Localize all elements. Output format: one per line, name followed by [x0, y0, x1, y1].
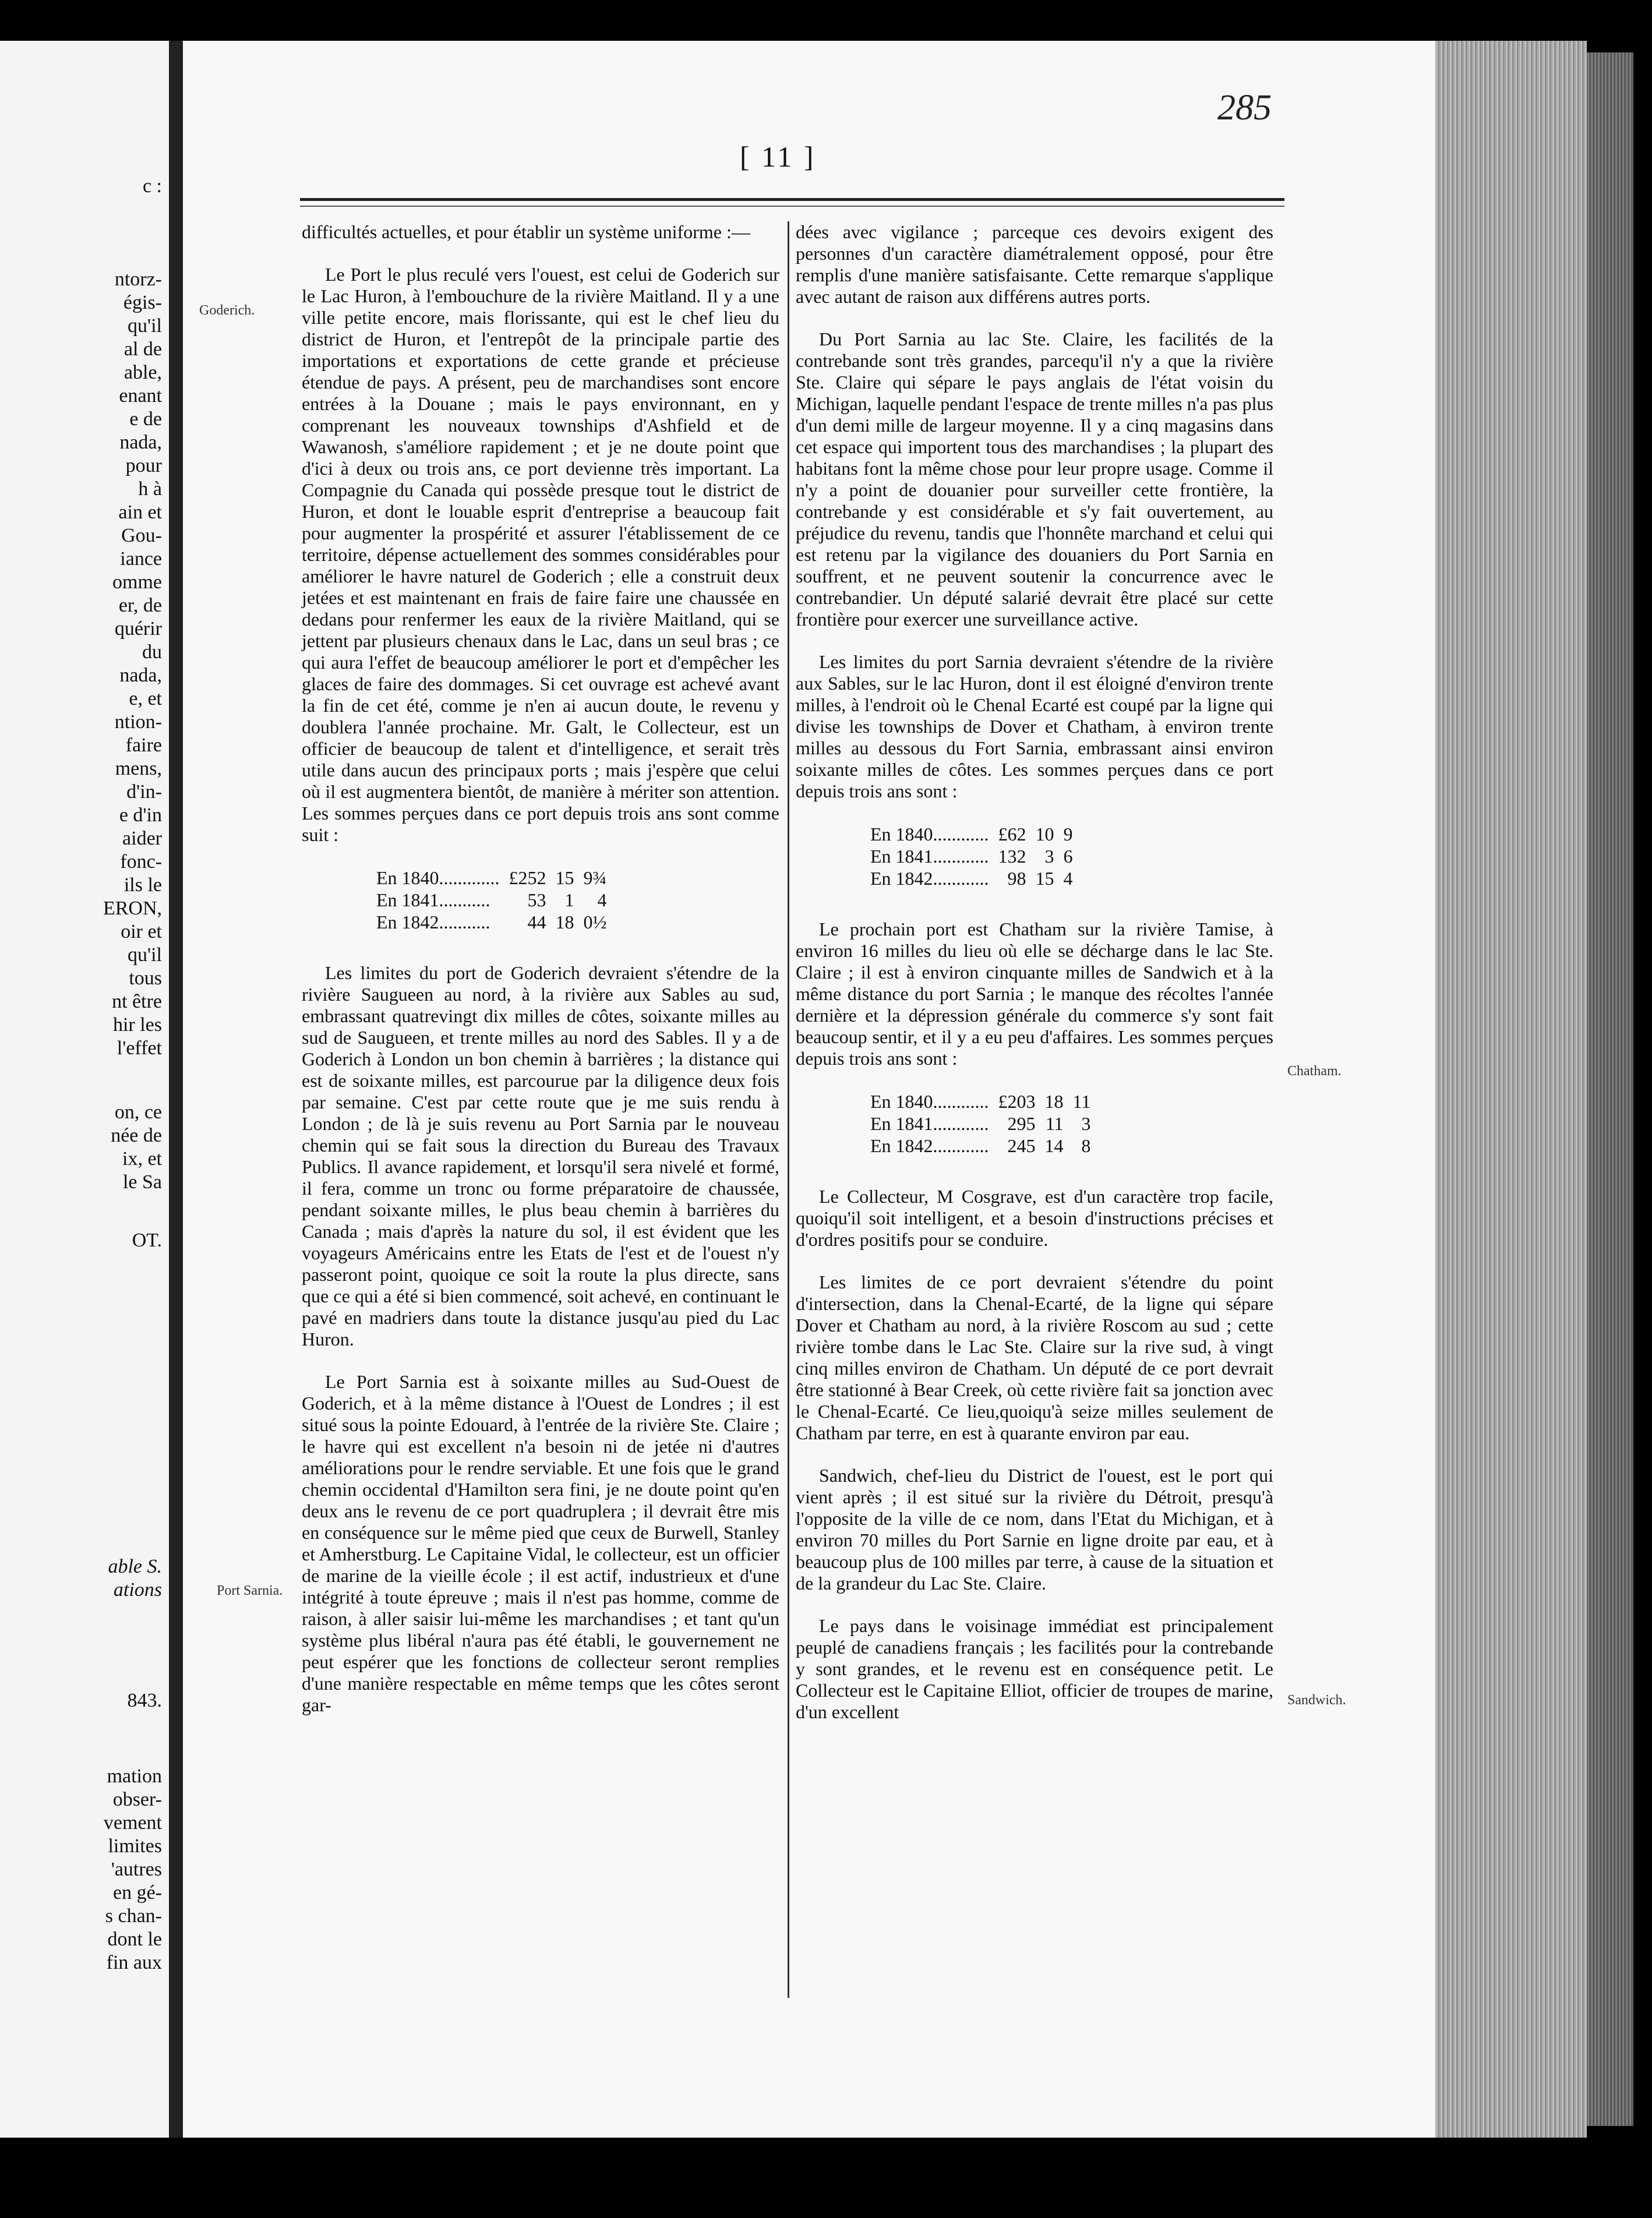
previous-page-line: d'in- [126, 781, 162, 803]
previous-page-line: dont le [107, 1929, 162, 1950]
table-row [372, 911, 612, 933]
margin-note-goderich: Goderich. [199, 303, 255, 318]
pence-cell: 9 [1063, 824, 1073, 845]
shillings-cell: 18 [555, 912, 574, 933]
shillings-cell: 15 [1035, 868, 1054, 889]
previous-page-line: er, de [118, 595, 162, 616]
pounds-cell: 245 [1007, 1135, 1036, 1156]
previous-page-line: omme [112, 571, 162, 593]
previous-page-line: limites [108, 1835, 162, 1857]
previous-page-line: e, et [129, 688, 162, 709]
margin-note-port-sarnia: Port Sarnia. [217, 1583, 283, 1598]
pence-cell: 9¾ [583, 867, 607, 888]
previous-page-line: OT. [132, 1230, 162, 1251]
left-column [302, 221, 779, 1737]
table-row [866, 1135, 1095, 1157]
year-cell: En 1842........... [376, 912, 490, 933]
year-cell: En 1840............. [376, 867, 500, 888]
previous-page-line: égis- [123, 292, 162, 313]
pence-cell: 3 [1081, 1113, 1091, 1134]
year-cell: En 1841........... [376, 889, 490, 910]
sums-table-sarnia [866, 823, 1078, 889]
previous-page-line: nada, [119, 665, 162, 686]
previous-page-line: ations [113, 1579, 162, 1601]
year-cell: En 1841............ [870, 1113, 989, 1134]
previous-page-line: hir les [112, 1014, 162, 1036]
previous-page-line: obser- [112, 1789, 162, 1810]
paragraph-sandwich: Sandwich, chef-lieu du District de l'ouest, est le port qui vient après ; il est situé sur la rivière du Détroit, presqu'à l'opposite de la ville de ce nom, dans l'Etat du Michigan, et à environ 70 milles du Port Sarnie en ligne droite par eau, et à beaucoup plus de 100 milles par terre, à cause de la situation et de la grandeur du Lac Ste. Claire. [796, 1465, 1273, 1594]
table-row [866, 867, 1078, 889]
year-cell: En 1841............ [870, 846, 989, 867]
previous-page-line: qu'il [127, 315, 162, 337]
paragraph: dées avec vigilance ; parceque ces devoirs exigent des personnes d'un caractère diamétralement opposé, pour être remplis d'une manière satisfaisante. Cette remarque s'applique avec autant de raison aux différens autres ports. [796, 221, 1273, 307]
table-row [372, 867, 612, 889]
previous-page-line: tous [129, 967, 162, 989]
shillings-cell: 15 [555, 867, 574, 888]
year-cell: En 1840............ [870, 1091, 989, 1112]
cover-edge [1587, 52, 1633, 2126]
pence-cell: 4 [597, 889, 607, 910]
previous-page-line: e de [129, 408, 162, 430]
previous-page-line: ntorz- [114, 269, 162, 290]
previous-page-line: e d'in [119, 804, 162, 826]
pounds-cell: £203 [998, 1091, 1036, 1112]
previous-page-line: c : [142, 175, 162, 197]
right-column [796, 221, 1273, 1744]
previous-page-line: ils le [123, 874, 162, 896]
table-row [866, 845, 1078, 867]
column-divider [788, 221, 789, 1998]
previous-page-line: du [142, 641, 162, 663]
pence-cell: 6 [1063, 846, 1073, 867]
pounds-cell: 44 [527, 912, 546, 933]
pounds-cell: 98 [1007, 868, 1026, 889]
previous-page-edge [0, 41, 169, 2138]
pounds-cell: 295 [1007, 1113, 1036, 1134]
previous-page-line: able S. [108, 1556, 162, 1577]
paragraph-chatham: Le prochain port est Chatham sur la rivière Tamise, à environ 16 milles du lieu où elle se décharge dans le lac Ste. Claire ; il est à environ cinquante milles de Sandwich et à la même distance du port Sarnia ; le manque des récoltes l'année dernière et la dépression générale du commerce s'y sont fait beaucoup sentir, et il y a eu peu d'affaires. Les sommes perçues depuis trois ans sont : [796, 919, 1273, 1069]
previous-page-line: ix, et [122, 1148, 162, 1170]
shillings-cell: 10 [1035, 824, 1054, 845]
previous-page-line: née de [111, 1125, 162, 1146]
book-gutter [169, 41, 183, 2138]
margin-note-sandwich: Sandwich. [1287, 1693, 1346, 1708]
previous-page-line: 843. [127, 1690, 162, 1711]
sums-table-chatham [866, 1090, 1095, 1157]
page-block-edges [1435, 41, 1587, 2138]
previous-page-line: aider [122, 828, 162, 849]
paragraph-smuggling: Du Port Sarnia au lac Ste. Claire, les facilités de la contrebande sont très grandes, parcequ'il n'y a que la rivière Ste. Claire qui sépare le pays anglais de l'état voisin du Michigan, laquelle pendant l'espace de trente milles n'a pas plus d'un demi mille de largeur moyenne. Il y a cinq magasins dans cet espace qui importent tous des marchandises ; la plupart des habitans font la même chose pour leur propre usage. Comme il n'y a point de douanier pour surveiller cette frontière, la contrebande y est considérable et s'y fait ouvertement, au préjudice du revenu, tandis que l'honnête marchand et celui qui est retenu par la vigilance des douaniers du Port Sarnia en souffrent, et ne peuvent soutenir la concurrence avec le contrebandier. Un député salarié devrait être placé sur cette frontière pour exercer une surveillance active. [796, 329, 1273, 630]
previous-page-line: qu'il [127, 944, 162, 966]
table-row [866, 1090, 1095, 1112]
shillings-cell: 3 [1044, 846, 1054, 867]
previous-page-line: Gou- [121, 525, 162, 546]
table-row [866, 823, 1078, 845]
paragraph-goderich-limits: Les limites du port de Goderich devraient s'étendre de la rivière Saugueen au nord, à la rivière aux Sables au sud, embrassant quatrevingt dix milles de côtes, soixante milles au sud de Saugueen, et trente milles au nord des Sables. Il y a de Goderich à London un bon chemin à barrières ; la distance qui est de soixante milles, est parcourue par la diligence deux fois par semaine. C'est par cette route que je me suis rendu à London ; de là je suis revenu au Port Sarnia par le nouveau chemin qui se fait sous la direction du Bureau des Travaux Publics. Il avance rapidement, et lorsqu'il sera nivelé et formé, il fera, comme un tronc ou forme préparatoire de chaussée, pendant soixante milles, le plus beau chemin à barrières du Canada ; mais d'après la nature du sol, il est évident que les voyageurs Américains entre les Etats de l'est et de l'ouest n'y passeront point, quoique ce soit la route la plus directe, sans que ce qui a été si bien commencé, soit achevé, en continuant le pavé en madriers dans toute la distance jusqu'au pied du Lac Huron. [302, 962, 779, 1350]
pounds-cell: £62 [998, 824, 1026, 845]
previous-page-line: s chan- [105, 1905, 162, 1927]
previous-page-line: le Sa [122, 1171, 162, 1193]
paragraph-sandwich-collector: Le pays dans le voisinage immédiat est principalement peuplé de canadiens français ; les facilités pour la contrebande y sont grandes, et le revenu est en conséquence petit. Le Collecteur est le Capitaine Elliot, officier de troupes de marine, d'un excellent [796, 1615, 1273, 1722]
shillings-cell: 14 [1044, 1135, 1064, 1156]
previous-page-line: mation [107, 1765, 162, 1787]
previous-page-line: iance [120, 548, 162, 570]
paragraph-chatham-limits: Les limites de ce port devraient s'étendre du point d'intersection, dans la Chenal-Ecarté, de la ligne qui sépare Dover et Chatham au nord, à la rivière Roscom au sud ; cette rivière tombe dans le Lac Ste. Claire sur la rive sud, à vingt cinq milles environ de Chatham. Un député de ce port devrait être stationné à Bear Creek, où cette rivière fait sa jonction avec le Chenal-Ecarté. Ce lieu,quoiqu'à seize milles seulement de Chatham par terre, en est à quarante environ par eau. [796, 1272, 1273, 1443]
previous-page-line: vement [103, 1812, 162, 1834]
pounds-cell: 53 [527, 889, 546, 910]
previous-page-line: enant [119, 385, 162, 407]
previous-page-line: on, ce [114, 1101, 162, 1123]
previous-page-line: able, [123, 362, 162, 383]
previous-page-line: ain et [118, 501, 162, 523]
previous-page-line: ntion- [114, 711, 162, 733]
shillings-cell: 1 [564, 889, 574, 910]
previous-page-line: en gé- [112, 1882, 162, 1903]
table-row [372, 889, 612, 911]
previous-page-line: fin aux [106, 1952, 162, 1973]
pence-cell: 0½ [583, 912, 607, 933]
previous-page-line: oir et [121, 921, 162, 942]
previous-page-line: quérir [114, 618, 162, 640]
margin-note-chatham: Chatham. [1287, 1064, 1342, 1079]
pence-cell: 8 [1081, 1135, 1091, 1156]
paragraph-port-sarnia: Le Port Sarnia est à soixante milles au Sud-Ouest de Goderich, et à la même distance à l'Ouest de Londres ; il est situé sous la pointe Edouard, à l'entrée de la rivière Ste. Claire ; le havre qui est excellent n'a besoin ni de jetée ni d'autres améliorations pour le rendre serviable. Et une fois que le grand chemin occidental d'Hamilton sera fini, je ne doute point qu'en deux ans le revenu de ce port quadruplera ; il devrait être mis en conséquence sur le même pied que ceux de Burwell, Stanley et Amherstburg. Le Capitaine Vidal, le collecteur, est un officier de marine de la vieille école ; il est actif, industrieux et d'une intégrité à toute épreuve ; mais il n'est pas homme, comme de raison, à aller saisir lui-même les marchandises ; et tant qu'un système plus libéral n'aura pas été établi, le gouvernement ne peut espérer que les fonctions de collecteur seront remplies d'une manière respectable en même temps que les côtes seront gar- [302, 1371, 779, 1715]
year-cell: En 1842............ [870, 1135, 989, 1156]
shillings-cell: 11 [1045, 1113, 1064, 1134]
page-folio: [ 11 ] [740, 140, 816, 173]
year-cell: En 1842............ [870, 868, 989, 889]
pounds-cell: £252 [509, 867, 546, 888]
pence-cell: 4 [1063, 868, 1073, 889]
previous-page-line: nada, [119, 432, 162, 453]
sums-table-goderich [372, 867, 612, 933]
previous-page-line: h à [138, 478, 162, 500]
previous-page-line: faire [125, 734, 162, 756]
pence-cell: 11 [1072, 1091, 1091, 1112]
pounds-cell: 132 [998, 846, 1026, 867]
previous-page-line: ERON, [103, 898, 162, 919]
previous-page-line: l'effet [117, 1037, 162, 1059]
paragraph: difficultés actuelles, et pour établir un système uniforme :— [302, 221, 750, 242]
paragraph-collector-cosgrave: Le Collecteur, M Cosgrave, est d'un caractère trop facile, quoiqu'il soit intelligent, et a besoin d'instructions précises et d'ordres positifs pour se conduire. [796, 1186, 1273, 1250]
handwritten-page-number: 285 [1217, 88, 1272, 128]
header-rule [300, 198, 1284, 207]
year-cell: En 1840............ [870, 824, 989, 845]
previous-page-line: al de [123, 338, 162, 360]
paragraph-sarnia-limits: Les limites du port Sarnia devraient s'étendre de la rivière aux Sables, sur le lac Huron, dont il est éloigné d'environ trente milles, à l'endroit où le Chenal Ecarté est coupé par la ligne qui divise les townships de Dover et Chatham, à environ trente milles au dessous du Fort Sarnia, embrassant ainsi environ soixante milles de côtes. Les sommes perçues dans ce port depuis trois ans sont : [796, 651, 1273, 801]
shillings-cell: 18 [1044, 1091, 1064, 1112]
previous-page-line: mens, [115, 758, 162, 779]
previous-page-line: fonc- [120, 851, 162, 873]
previous-page-line: 'autres [111, 1859, 162, 1880]
table-row [866, 1112, 1095, 1135]
paragraph-goderich: Le Port le plus reculé vers l'ouest, est celui de Goderich sur le Lac Huron, à l'embouchure de la rivière Maitland. Il y a une ville petite encore, mais florissante, qui est le chef lieu du district de Huron, et l'entrepôt de la principale partie des importations et exportations de cette grande et précieuse étendue de pays. A présent, peu de marchandises sont encore entrées à la Douane ; mais le pays environnant, en y comprenant les nouveaux townships d'Ashfield et de Wawanosh, s'améliore rapidement ; et je ne doute point que d'ici à deux ou trois ans, ce port devienne très important. La Compagnie du Canada qui possède presque tout le district de Huron, et dont le louable esprit d'entreprise a beaucoup fait pour augmenter la prospérité et assurer l'établissement de ce territoire, dépense actuellement des sommes considérables pour améliorer le havre naturel de Goderich ; elle a construit deux jetées et est maintenant en frais de faire faire une chaussée en dedans pour renfermer les eaux de la rivière Maitland, qui se jettent par plusieurs chenaux dans le Lac, dans un seul bras ; ce qui aura l'effet de beaucoup améliorer le port et d'empêcher les glaces de faire des dommages. Si cet ouvrage est achevé avant la fin de cet été, comme je n'en ai aucun doute, le revenu y doublera l'année prochaine. Mr. Galt, le Collecteur, est un officier de beaucoup de talent et d'intelligence, et serait très utile dans aucun des principaux ports ; mais j'espère que celui où il est augmentera bientôt, de manière à mériter son attention. Les sommes perçues dans ce port depuis trois ans sont comme suit : [302, 264, 779, 845]
previous-page-line: nt être [112, 991, 162, 1012]
previous-page-line: pour [125, 455, 162, 476]
